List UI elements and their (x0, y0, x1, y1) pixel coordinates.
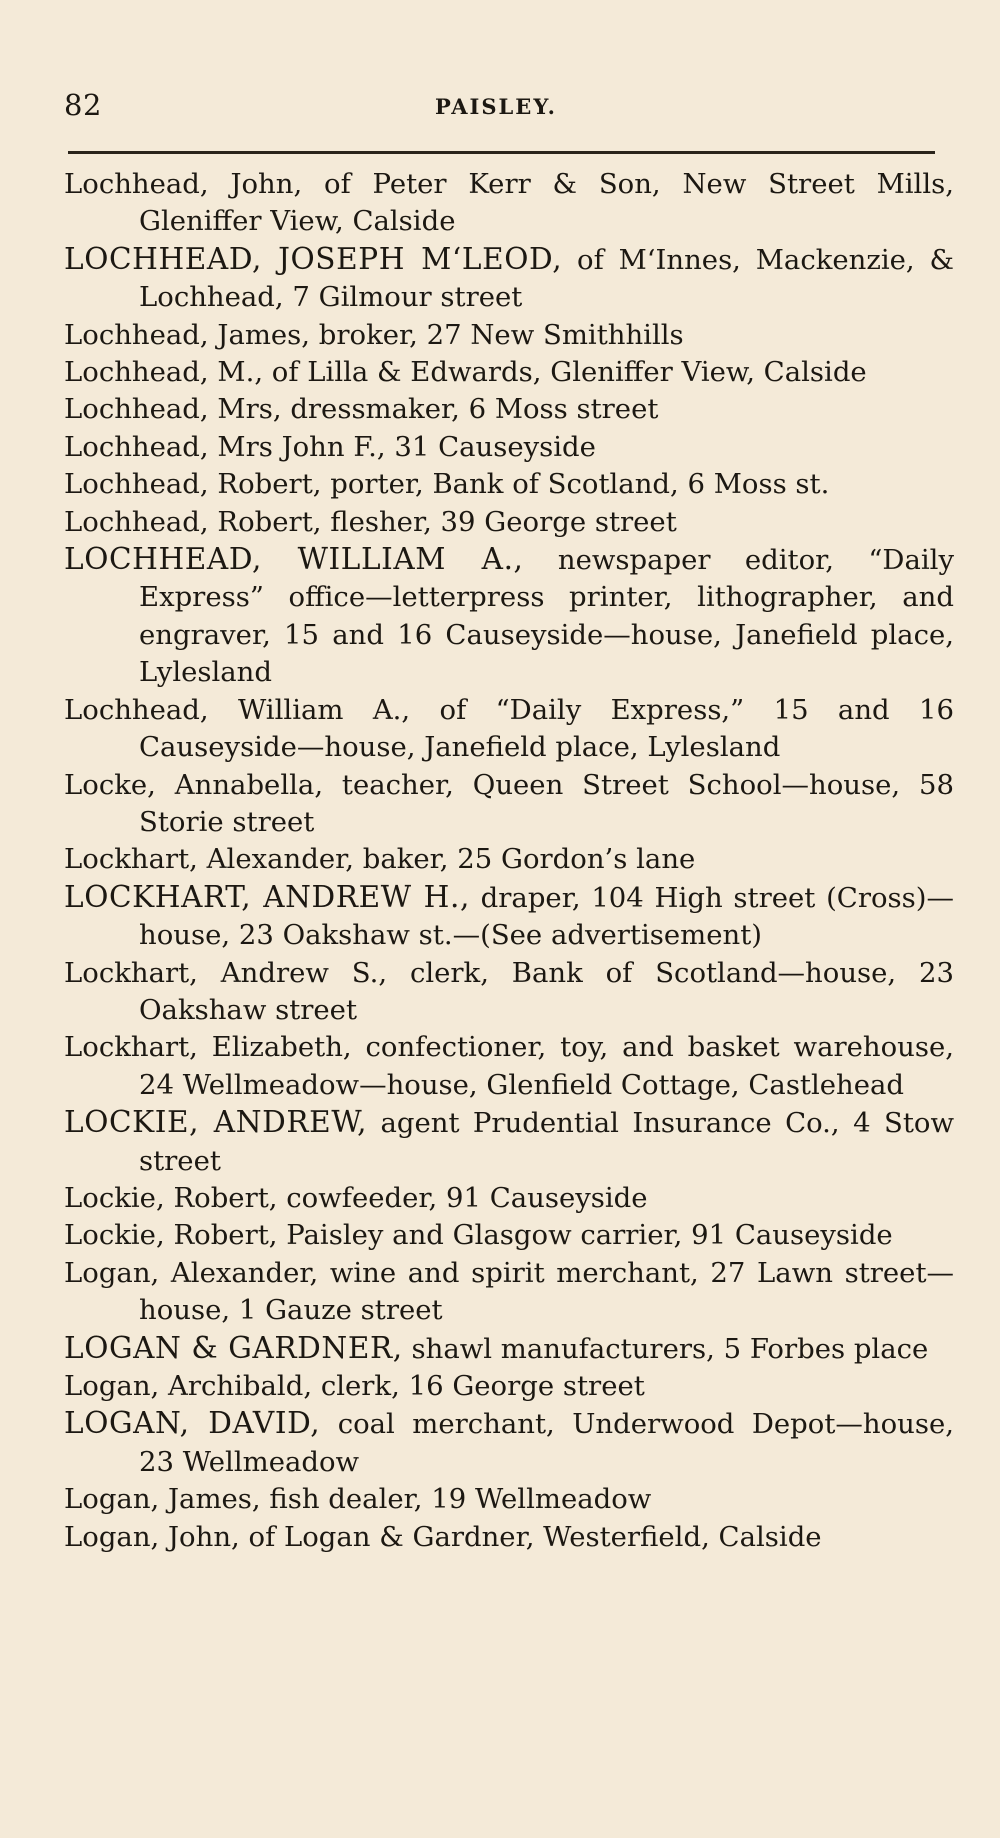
entry-name: LOGAN & GARDNER, (64, 1330, 403, 1365)
entry-text: agent Prudential Insurance Co., 4 Stow street (139, 1107, 954, 1177)
page-number: 82 (64, 88, 102, 122)
directory-entry (64, 767, 954, 842)
entry-name: Logan, (64, 1520, 160, 1553)
entry-name: LOCKIE, ANDREW, (64, 1105, 368, 1140)
entry-text: Robert, flesher, 39 George street (208, 505, 677, 538)
directory-entry (64, 841, 954, 878)
directory-entry (64, 1029, 954, 1104)
entry-name: Logan, (64, 1256, 160, 1289)
entry-name: Lochhead, (64, 693, 209, 726)
entry-text: Andrew S., clerk, Bank of Scotland—house, 23 Oakshaw street (139, 956, 954, 1026)
directory-entry (64, 504, 954, 541)
entry-text: Elizabeth, confectioner, toy, and basket warehouse, 24 Wellmeadow—house, Glenfield Cottage, Castlehead (139, 1031, 954, 1101)
entry-name: Lochhead, (64, 468, 209, 501)
directory-entry (64, 1330, 954, 1368)
entry-name: LOCHHEAD, JOSEPH M‘LEOD, (64, 241, 563, 276)
directory-entry (64, 692, 954, 767)
entry-text: Mrs John F., 31 Causeyside (208, 430, 596, 463)
entry-text: John, of Peter Kerr & Son, New Street Mills, Gleniffer View, Calside (139, 168, 954, 238)
directory-entry (64, 166, 954, 241)
entry-name: Logan, (64, 1483, 160, 1516)
entry-text: Alexander, baker, 25 Gordon’s lane (197, 843, 696, 876)
entry-text: Alexander, wine and spirit merchant, 27 Lawn street—house, 1 Gauze street (139, 1256, 954, 1327)
entry-text: John, of Logan & Gardner, Westerfield, Calside (159, 1520, 822, 1553)
entry-text: James, broker, 27 New Smithhills (208, 318, 684, 351)
directory-entry (64, 241, 954, 317)
entry-text: Robert, cowfeeder, 91 Causeyside (164, 1181, 648, 1214)
entry-name: Lockhart, (64, 1031, 198, 1064)
page-header (64, 88, 934, 128)
directory-entry (64, 1104, 954, 1180)
entry-name: Logan, (64, 1370, 160, 1402)
directory-entry (64, 466, 954, 503)
entry-text: of M‘Innes, Mackenzie, & Lochhead, 7 Gilmour street (139, 243, 955, 314)
entry-text: William A., of “Daily Express,” 15 and 16 Causeyside—house, Janefield place, Lylesland (139, 693, 954, 764)
entry-name: Lochhead, (64, 430, 209, 463)
entry-name: Lockhart, (64, 956, 198, 989)
entry-name: Lockhart, (64, 843, 198, 876)
directory-entry (64, 1255, 954, 1330)
entry-name: Locke, (64, 768, 156, 801)
entry-text: Mrs, dressmaker, 6 Moss street (208, 393, 659, 426)
entry-text: Robert, Paisley and Glasgow carrier, 91 Causeyside (164, 1219, 893, 1252)
directory-entry (64, 1481, 954, 1518)
directory-entry (64, 429, 954, 466)
entry-name: Lochhead, (64, 505, 209, 538)
directory-entry (64, 391, 954, 428)
directory-entry (64, 1519, 954, 1556)
directory-entry (64, 1405, 954, 1481)
directory-entry (64, 541, 954, 692)
directory-entry (64, 317, 954, 354)
entry-name: Lochhead, (64, 393, 209, 426)
entry-text: coal merchant, Underwood Depot—house, 23 Wellmeadow (139, 1408, 954, 1478)
entry-name: LOCHHEAD, WILLIAM A., (64, 542, 524, 577)
directory-entries (64, 166, 954, 1556)
directory-entry (64, 879, 954, 955)
entry-text: James, fish dealer, 19 Wellmeadow (159, 1483, 652, 1516)
directory-entry (64, 354, 954, 391)
entry-text: Robert, porter, Bank of Scotland, 6 Moss st. (208, 468, 830, 501)
entry-name: LOCKHART, ANDREW H., (64, 879, 470, 914)
entry-text: Archibald, clerk, 16 George street (159, 1370, 645, 1402)
directory-entry (64, 1217, 954, 1254)
entry-text: M., of Lilla & Edwards, Gleniffer View, Calside (208, 356, 867, 389)
entry-text: newspaper editor, “Daily Express” office—letterpress printer, lithographer, and engraver, 15 and 16 Causeyside—house, Janefield place, Lylesland (139, 544, 954, 689)
entry-text: shawl manufacturers, 5 Forbes place (402, 1332, 929, 1365)
entry-name: Lockie, (64, 1219, 165, 1252)
directory-entry (64, 1368, 954, 1405)
entry-text: draper, 104 High street (Cross)—house, 23 Oakshaw st.—(See advertisement) (139, 881, 954, 952)
directory-entry (64, 1180, 954, 1217)
running-title: PAISLEY. (435, 94, 557, 119)
entry-name: Lochhead, (64, 318, 209, 351)
entry-name: Lochhead, (64, 168, 209, 200)
entry-name: Lockie, (64, 1181, 165, 1214)
directory-entry (64, 955, 954, 1030)
header-rule (68, 151, 935, 154)
entry-name: Lochhead, (64, 356, 209, 389)
entry-name: LOGAN, DAVID, (64, 1406, 321, 1441)
entry-text: Annabella, teacher, Queen Street School—house, 58 Storie street (139, 768, 954, 838)
